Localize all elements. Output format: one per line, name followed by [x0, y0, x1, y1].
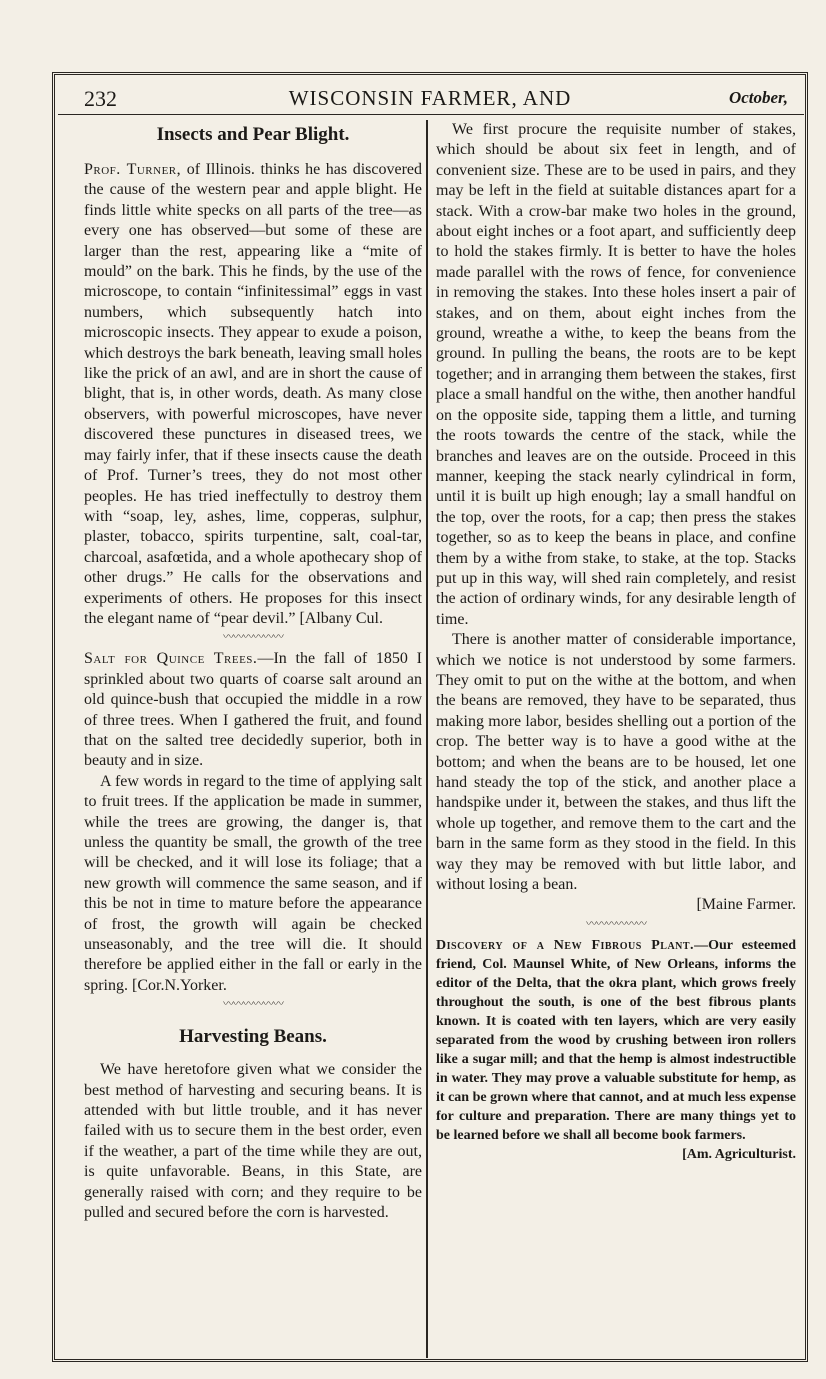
divider-ornament: 〰〰〰〰〰〰	[223, 631, 283, 644]
salt-article-continued	[84, 772, 422, 996]
discovery-lead: Discovery of a New Fibrous Plant.	[436, 937, 695, 953]
insects-lead: Prof. Turner,	[84, 161, 182, 178]
salt-lead: Salt for Quince Trees.	[84, 650, 258, 668]
publication-title: WISCONSIN FARMER, AND	[288, 86, 572, 110]
beans-paragraph-1: We have heretofore given what we consider the best method of harvesting and securing beans. It is attended with but little trouble, and it has never failed with us to secure them in the best order, even if the weather, a part of the time while they are out, is quite unfavorable. Beans, in this State, are generally raised with corn; and they require to be pulled and secured before the corn is harvested.	[84, 1061, 422, 1222]
header-rule	[58, 114, 804, 115]
divider-ornament: 〰〰〰〰〰〰	[586, 917, 646, 930]
right-column	[436, 120, 796, 1178]
insects-article	[84, 160, 422, 629]
divider-ornament: 〰〰〰〰〰〰	[223, 998, 283, 1011]
page-number: 232	[84, 86, 117, 111]
insects-source: [Albany Cul.	[299, 609, 383, 627]
beans-headline: Harvesting Beans.	[179, 1026, 327, 1048]
insects-headline: Insects and Pear Blight.	[156, 124, 350, 145]
salt-body-1: —In the fall of 1850 I sprinkled about two quarts of coarse salt around an old quince-bush that occupied the middle in a row of three trees. When I gathered the fruit, and found that on the salted tree decidedly superior, both in beauty and in size.	[84, 650, 422, 770]
beans-paragraph-2: We first procure the requisite number of stakes, which should be about six feet in length, and of convenient size. These are to be used in pairs, and they may be left in the field at suitable distances apart for a stack. With a crow-bar make two holes in the ground, about eight inches or a foot apart, and sufficiently deep to hold the stakes firmly. It is better to have the holes made parallel with the rows of fence, for convenience in removing the stakes. Into these holes insert a pair of stakes, and on them, about eight inches from the ground, wreathe a withe, to keep the beans from the ground. In pulling the beans, the roots are to be kept together; and in arranging them between the stakes, first place a small handful on the withe, then another handful on the opposite side, tapping them a little, and turning the roots towards the centre of the stack, while the branches and leaves are on the outside. Proceed in this manner, keeping the stack nearly cylindrical in form, until it is built up high enough; lay a small handful on the top, over the roots, for a cap; then press the stakes together, so as to keep the beans in place, and confine them by a withe from stake, to stake, at the top. Stacks put up in this way, will shed rain completely, and resist the action of ordinary winds, for any desirable length of time.	[436, 121, 796, 628]
salt-article	[84, 649, 422, 771]
beans-source: [Maine Farmer.	[696, 896, 796, 914]
insects-body: of Illinois. thinks he has discovered the cause of the western pear and apple blight. He finds little white specks on all parts of the tree—as every one has observed—but some of these are larger than the rest, appearing like a “mite of mould” on the bark. This he finds, by the use of the microscope, to contain “infinitessimal” eggs in vast numbers, which subsequently hatch into microscopic insects. They appear to exude a poison, which destroys the bark beneath, leaving small holes like the prick of an awl, and are in short the cause of blight, that is, in other words, death. As many close observers, with powerful microscopes, have never discovered these punctures in diseased trees, we may fairly infer, that if these insects cause the death of Prof. Turner’s trees, they do not most other peoples. He has tried ineffectully to destroy them with “soap, ley, ashes, lime, copperas, sulphur, plaster, tobacco, spirits turpentine, salt, coal-tar, charcoal, asafœtida, and a whole apothecary shop of other drugs.” He calls for the observations and experiments of others. He proposes for this insect the elegant name of “pear devil.”	[84, 161, 423, 627]
issue-month: October,	[728, 88, 788, 107]
beans-paragraph-3: There is another matter of considerable importance, which we notice is not understood by some farmers. They omit to put on the withe at the bottom, and when the beans are removed, they have to be separated, thus making more labor, besides shelling out a portion of the crop. The better way is to have a good withe at the bottom; and when the beans are to be housed, let one hand steady the top of the stick, and another place a handspike under it, between the stakes, and thus lift the whole up together, and remove them to the cart and the barn in the same form as they stood in the field. In this way they may be removed with but little labor, and without losing a bean.	[436, 631, 796, 894]
running-head	[60, 84, 800, 116]
discovery-article	[436, 936, 796, 1164]
salt-body-2: A few words in regard to the time of applying salt to fruit trees. If the application be made in summer, while the trees are growing, the danger is, that unless the quantity be small, the growth of the tree will be checked, and it will lose its foliage; that a new growth will commence the same season, and if this be not in time to mature before the appearance of frost, the growth will again be checked unseasonably, and the tree will die. It should therefore be applied either in the fall or early in the spring.	[84, 772, 422, 994]
salt-source: [Cor.N.Yorker.	[132, 976, 227, 994]
discovery-body: —Our esteemed friend, Col. Maunsel White, of New Orleans, informs the editor of the Delta, that the okra plant, which grows freely throughout the south, is one of the best fibrous plants known. It is coated with ten layers, which are very easily separated from the wood by crushing between iron rollers like a sugar mill; and that the hemp is almost indestructible in water. They may prove a valuable substitute for hemp, as it can be grown where that cannot, and at much less expense for culture and preparation. There are many things yet to be learned before we shall all become book farmers.	[436, 937, 796, 1143]
discovery-source: [Am. Agriculturist.	[682, 1146, 796, 1162]
left-column	[84, 120, 422, 1224]
column-divider	[426, 120, 428, 1358]
